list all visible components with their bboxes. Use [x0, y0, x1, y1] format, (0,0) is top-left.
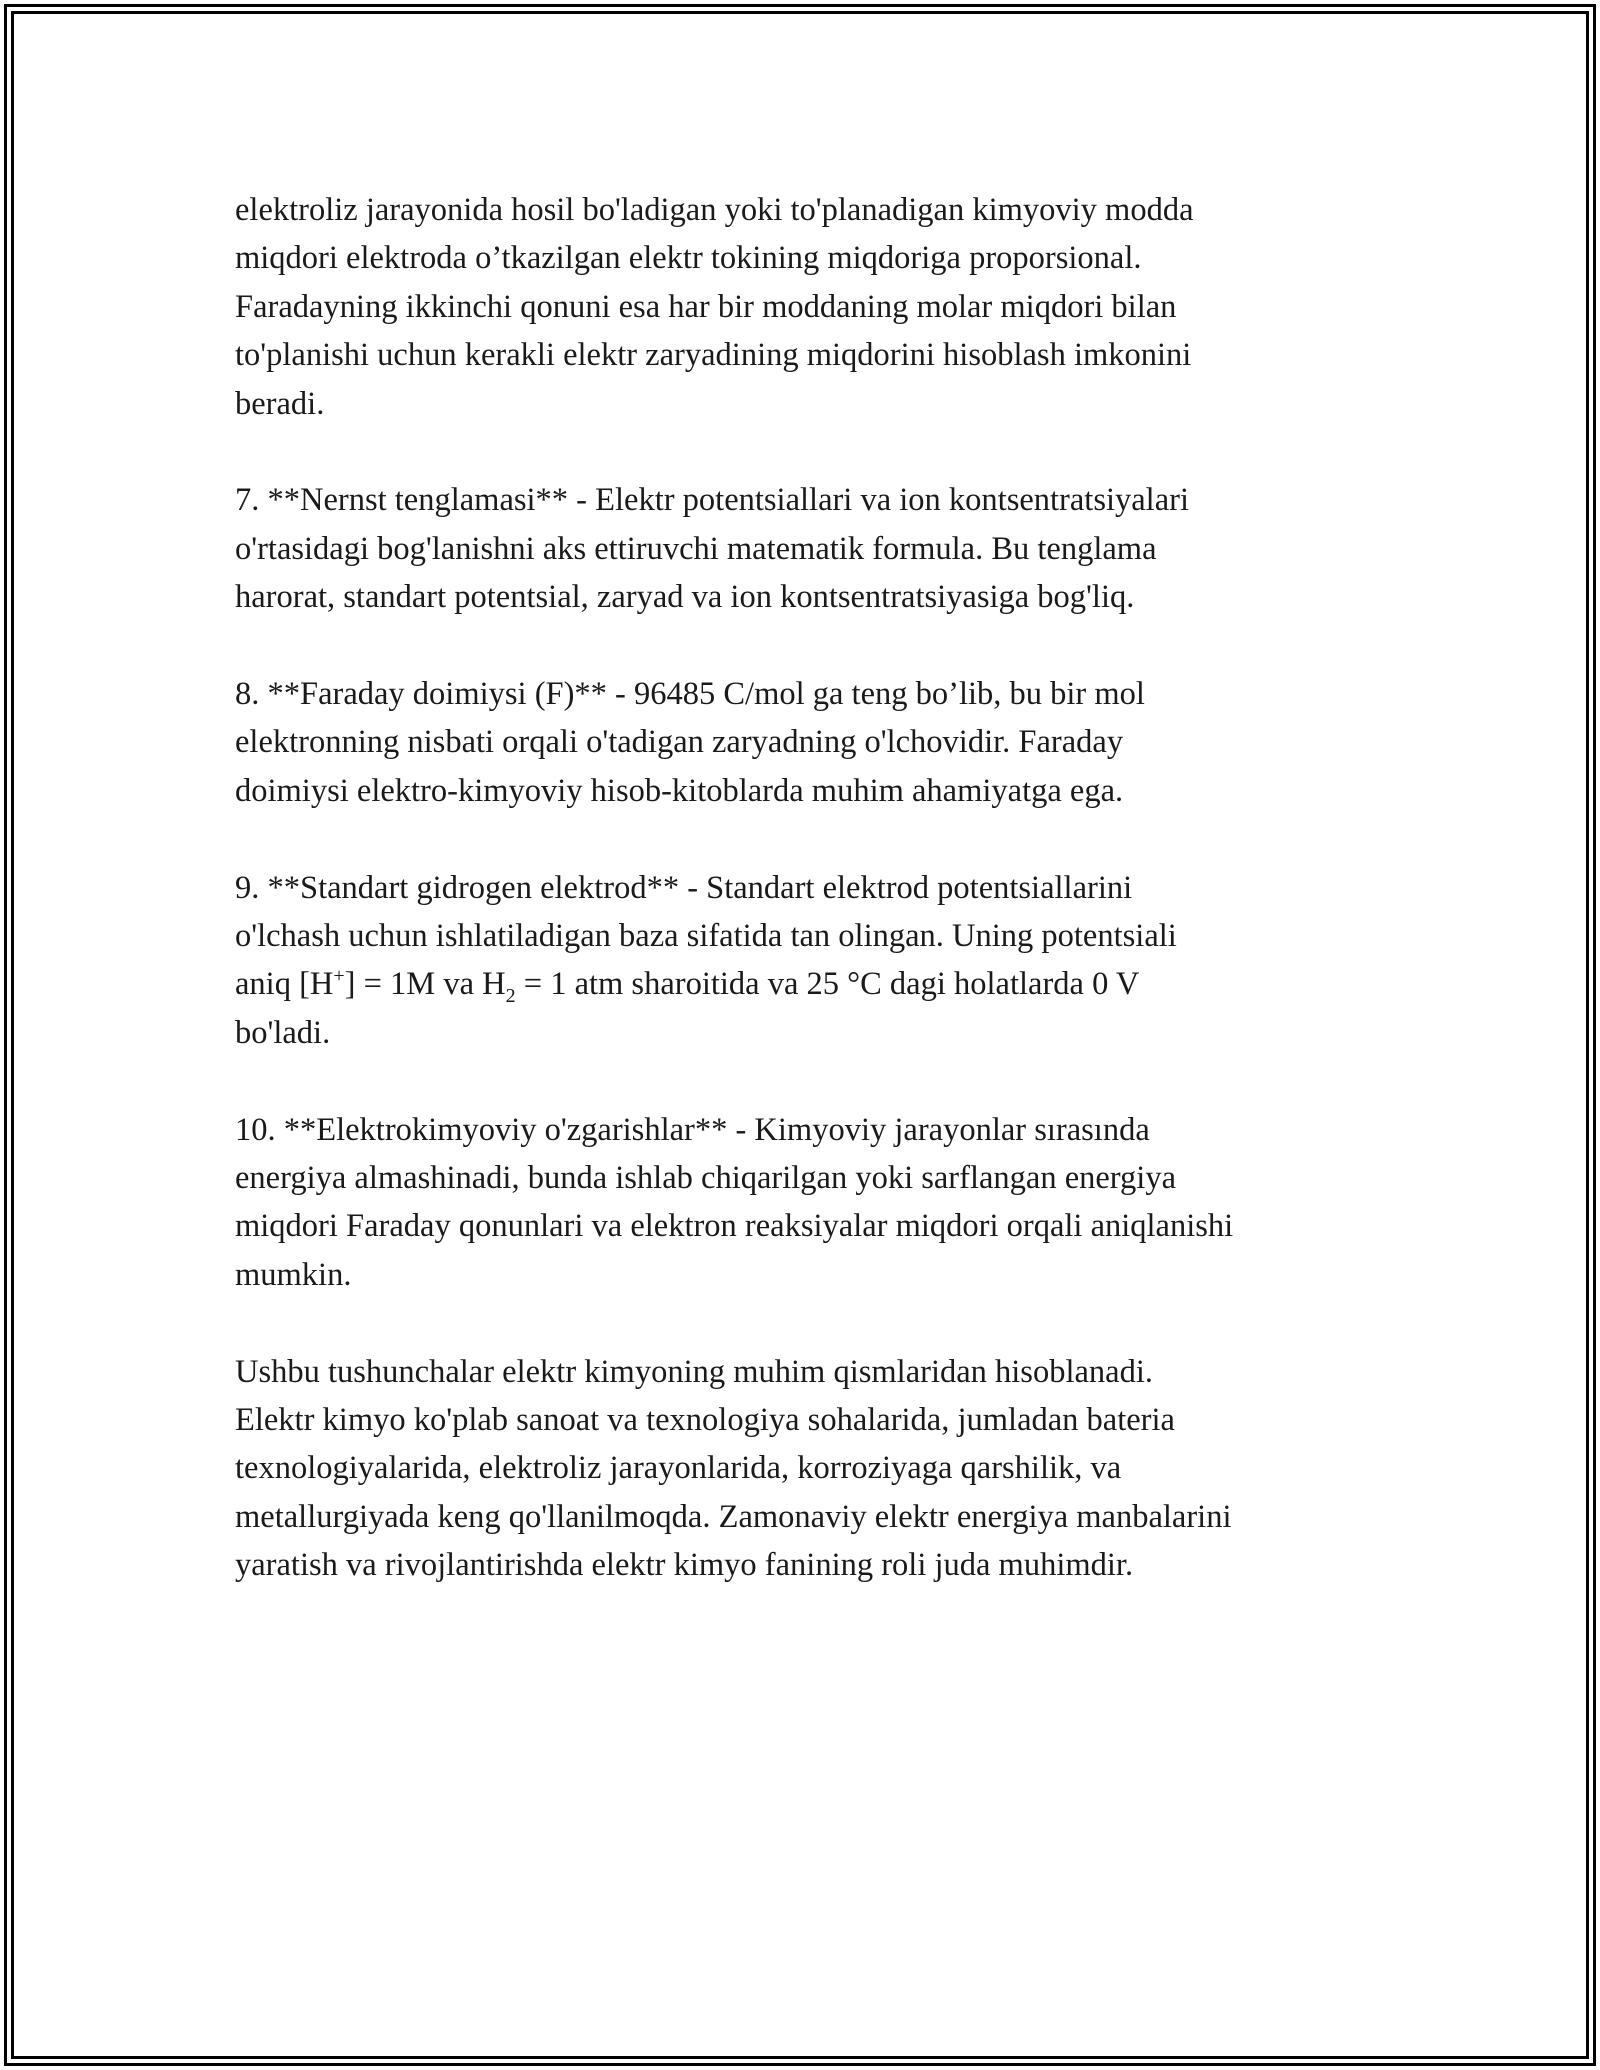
text-line: elektronning nisbati orqali o'tadigan zaryadning o'lchovidir. Faraday	[235, 724, 1124, 761]
text-line: 7. **Nernst tenglamasi** - Elektr potentsiallari va ion kontsentratsiyalari	[235, 482, 1189, 519]
text-line: Faradayning ikkinchi qonuni esa har bir moddaning molar miqdori bilan	[235, 288, 1177, 325]
paragraph-standard-hydrogen-electrode	[235, 864, 1385, 1058]
text-line: mumkin.	[235, 1256, 352, 1293]
formula-text: ] = 1M va H	[344, 966, 506, 1003]
text-line: energiya almashinadi, bunda ishlab chiqarilgan yoki sarflangan energiya	[235, 1160, 1176, 1197]
text-line: 10. **Elektrokimyoviy o'zgarishlar** - Kimyoviy jarayonlar sırasında	[235, 1111, 1150, 1148]
text-line: harorat, standart potentsial, zaryad va ion kontsentratsiyasiga bog'liq.	[235, 579, 1135, 616]
superscript: +	[333, 965, 345, 988]
paragraph-faraday-constant	[235, 670, 1385, 815]
text-line: Ushbu tushunchalar elektr kimyoning muhim qismlaridan hisoblanadi.	[235, 1353, 1153, 1390]
text-line: Elektr kimyo ko'plab sanoat va texnologiya sohalarida, jumladan bateria	[235, 1402, 1175, 1439]
text-line: miqdori Faraday qonunlari va elektron reaksiyalar miqdori orqali aniqlanishi	[235, 1208, 1234, 1245]
paragraph-faraday-laws	[235, 186, 1385, 428]
formula-text: = 1 atm sharoitida va 25 °C dagi holatlarda 0 V	[515, 966, 1140, 1003]
paragraph-nernst-equation	[235, 476, 1385, 621]
text-line: metallurgiyada keng qo'llanilmoqda. Zamonaviy elektr energiya manbalarini	[235, 1498, 1232, 1535]
text-line: bo'ladi.	[235, 1014, 331, 1051]
formula-text: aniq [H	[235, 966, 334, 1003]
formula-line	[235, 965, 1140, 1008]
text-line: yaratish va rivojlantirishda elektr kimyo fanining roli juda muhimdir.	[235, 1547, 1134, 1584]
text-line: o'lchash uchun ishlatiladigan baza sifatida tan olingan. Uning potentsiali	[235, 918, 1177, 955]
text-line: texnologiyalarida, elektroliz jarayonlarida, korroziyaga qarshilik, va	[235, 1450, 1122, 1487]
text-line: to'planishi uchun kerakli elektr zaryadining miqdorini hisoblash imkonini	[235, 337, 1192, 374]
subscript: 2	[505, 985, 516, 1008]
document-body	[235, 186, 1385, 1590]
text-line: elektroliz jarayonida hosil bo'ladigan yoki to'planadigan kimyoviy modda	[235, 192, 1194, 228]
paragraph-electrochemical-changes	[235, 1106, 1385, 1300]
text-line: doimiysi elektro-kimyoviy hisob-kitoblarda muhim ahamiyatga ega.	[235, 772, 1124, 809]
text-line: 8. **Faraday doimiysi (F)** - 96485 C/mol ga teng bo’lib, bu bir mol	[235, 676, 1145, 713]
text-line: beradi.	[235, 385, 325, 422]
paragraph-conclusion	[235, 1348, 1385, 1590]
text-line: 9. **Standart gidrogen elektrod** - Standart elektrod potentsiallarini	[235, 869, 1133, 906]
text-line: miqdori elektroda o’tkazilgan elektr tokining miqdoriga proporsional.	[235, 240, 1142, 277]
text-line: o'rtasidagi bog'lanishni aks ettiruvchi matematik formula. Bu tenglama	[235, 530, 1157, 567]
